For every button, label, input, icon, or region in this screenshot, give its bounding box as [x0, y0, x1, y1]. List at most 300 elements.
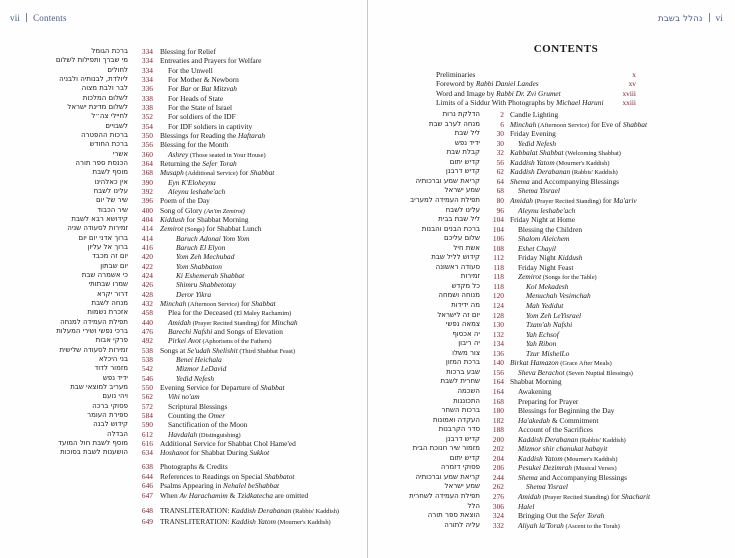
- page-number-ref: 118: [493, 281, 504, 291]
- english-title: [160, 215, 358, 224]
- page-number-ref: 368: [141, 168, 153, 178]
- page-number-ref: 262: [492, 482, 504, 492]
- hebrew-title: שבע ברכות: [446, 367, 480, 376]
- title-segment: Birkat Hamazon: [510, 358, 559, 368]
- page-number-ref: xv: [628, 79, 636, 89]
- hebrew-title: התכוננות: [453, 396, 480, 405]
- page-number-ref: 432: [141, 298, 153, 308]
- english-title: [510, 463, 735, 473]
- english-title: [510, 110, 732, 119]
- page-number-ref: 112: [493, 253, 504, 263]
- title-segment: Amidah: [510, 195, 533, 205]
- title-segment: Kaddish Yatom: [518, 453, 563, 463]
- english-title: [160, 290, 367, 299]
- hebrew-title: ברכי נפשי ושירי המעלות: [56, 326, 128, 335]
- page-number-ref: 164: [492, 386, 504, 396]
- title-segment: Shabbatot: [264, 471, 295, 481]
- title-segment: (Third Shabbat Feast): [237, 347, 296, 355]
- title-segment: (Songs): [183, 226, 205, 234]
- title-segment: Shema Yisrael: [526, 482, 568, 492]
- title-segment: Baruch El Elyon: [176, 242, 226, 252]
- hebrew-title: קידוש לליל שבת: [431, 253, 480, 262]
- hebrew-title: יה אכסוף: [452, 329, 480, 338]
- title-segment: Rabbi Dr. Zvi Grumet: [496, 88, 561, 98]
- hebrew-title: מוסף לשבת: [92, 168, 128, 177]
- english-title: [510, 186, 735, 195]
- title-segment: Shabbat: [251, 298, 276, 308]
- hebrew-title: מעריב למוצאי שבת: [70, 382, 128, 391]
- title-segment: Tzur MishelLo: [526, 348, 570, 358]
- english-title: [160, 122, 366, 131]
- title-segment: (Ascent to the Torah): [563, 522, 620, 530]
- hebrew-title: פסוקי דזמרה: [440, 463, 480, 472]
- title-segment: (Additional Service): [183, 170, 238, 178]
- title-segment: Kaddish Yatom: [510, 157, 555, 167]
- title-segment: for: [258, 317, 272, 327]
- english-title: [436, 89, 636, 98]
- title-segment: (Prayer Recited Standing): [541, 494, 609, 501]
- hebrew-title: שחרית לשבת: [440, 377, 480, 386]
- english-title: [160, 56, 358, 65]
- page-number-ref: 108: [492, 243, 504, 253]
- title-segment: When: [160, 490, 180, 500]
- page-number-ref: 130: [492, 320, 504, 330]
- title-segment: Aleynu leshabe'ach: [518, 205, 576, 215]
- title-segment: TRANSLITERATION:: [160, 516, 232, 526]
- hebrew-title: סעודה ראשונה: [435, 262, 480, 271]
- title-segment: Michael Haruni: [556, 97, 604, 107]
- hebrew-title: קדיש יתום: [449, 157, 480, 166]
- title-segment: and Accompanying Blessings: [537, 472, 628, 482]
- hebrew-title: הלל: [467, 501, 480, 510]
- hebrew-title: תפילת העמידה לשחרית: [409, 492, 480, 500]
- title-segment: and Songs of Elevation: [212, 326, 283, 336]
- english-title: [160, 178, 366, 187]
- hebrew-title: סדר הקרבנות: [438, 425, 480, 434]
- english-title: [510, 435, 735, 445]
- title-segment: Preliminaries: [436, 70, 476, 79]
- title-segment: Haftarah: [238, 130, 266, 140]
- title-segment: Blessings for Beginning the Day: [518, 406, 615, 416]
- english-title: [510, 120, 732, 130]
- english-title: [510, 511, 735, 520]
- english-title: [160, 491, 358, 500]
- title-segment: Pesukei Dezimrah: [518, 463, 572, 473]
- title-segment: Kiddush: [557, 253, 583, 263]
- english-title: [160, 327, 366, 336]
- title-segment: Benei Heichala: [176, 354, 222, 364]
- title-segment: Yom Zeh LeYisrael: [526, 310, 582, 320]
- title-segment: Yedid Nefesh: [518, 138, 557, 148]
- english-title: [510, 358, 732, 368]
- title-segment: Blessing for the Month: [160, 140, 229, 150]
- title-segment: &: [227, 490, 238, 500]
- title-segment: For soldiers of the IDF: [168, 112, 236, 122]
- title-segment: (Mourner's Kaddish): [275, 518, 331, 526]
- english-title: [160, 280, 367, 289]
- title-segment: Kaddish Derabanan: [231, 506, 292, 515]
- title-segment: Additional Service for Shabbat Chol Hame'ed: [160, 438, 296, 448]
- english-title: [160, 383, 358, 392]
- title-segment: for: [600, 195, 614, 205]
- hebrew-title: מנחה לשבת: [91, 298, 128, 307]
- title-segment: Tzam'ah Nafshi: [526, 320, 573, 330]
- title-segment: For the State of Israel: [168, 102, 233, 112]
- title-segment: Nehalel beShabbat: [223, 481, 280, 491]
- hebrew-title: כל מקדש: [451, 281, 480, 290]
- title-segment: Mizmor LeDavid: [176, 364, 227, 374]
- title-segment: For IDF soldiers in captivity: [168, 121, 253, 131]
- page-number-ref: 164: [492, 377, 504, 387]
- page-number-ref: 62: [496, 167, 504, 177]
- page-number-ref: 542: [141, 364, 153, 374]
- page-number-ref: 30: [496, 129, 504, 139]
- title-segment: Yom Shabbaton: [176, 261, 222, 271]
- title-segment: Preparing for Prayer: [518, 396, 579, 406]
- hebrew-title: שמע ישראל: [444, 186, 480, 195]
- title-segment: and Accompanying Blessings: [529, 176, 620, 186]
- title-segment: Poem of the Day: [160, 196, 210, 206]
- english-title: [436, 70, 636, 79]
- title-segment: Bar: [180, 84, 192, 94]
- english-title: [160, 481, 358, 490]
- page-number-ref: 106: [492, 234, 504, 244]
- page-number-ref: 612: [141, 429, 153, 439]
- page-number-ref: xviii: [622, 88, 636, 98]
- title-segment: Kol Mekadesh: [526, 281, 569, 291]
- right-page-header: [658, 13, 723, 24]
- title-segment: Kaddish Derabanan: [518, 434, 579, 444]
- title-segment: Shema: [518, 472, 538, 482]
- hebrew-title: הוצאת ספר תורה: [427, 511, 480, 520]
- english-title: [510, 311, 735, 320]
- hebrew-title: ספירת העומר: [87, 410, 128, 419]
- page-number-ref: 634: [141, 448, 153, 458]
- page-number-ref: 200: [492, 434, 504, 444]
- hebrew-title: ברכת הגומל: [91, 47, 128, 55]
- hebrew-title: הושענות לשבת בסוכות: [60, 448, 128, 457]
- header-divider: [709, 13, 710, 22]
- english-title: [160, 439, 358, 448]
- hebrew-title: עלינו לשבח: [445, 205, 480, 214]
- title-segment: are omitted: [272, 490, 309, 500]
- title-segment: Scriptural Blessings: [168, 401, 228, 411]
- hebrew-title: יה ריבון: [458, 339, 480, 348]
- title-segment: Eshet Chayil: [518, 243, 556, 253]
- english-title: [160, 196, 358, 205]
- hebrew-title: אשרי: [112, 149, 128, 158]
- hebrew-title: ברכת המזון: [445, 358, 480, 367]
- hebrew-title: קדיש דרבנן: [445, 434, 480, 443]
- english-title: [510, 397, 735, 406]
- title-segment: Musaph: [160, 168, 184, 178]
- page-number-ref: 338: [141, 93, 153, 103]
- page-number-ref: 334: [141, 74, 153, 84]
- english-title: [510, 215, 732, 224]
- english-title: [160, 140, 358, 149]
- page-number-ref: 390: [141, 177, 153, 187]
- hebrew-title: שיר של יום: [96, 196, 128, 205]
- title-segment: Sheva Berachot: [518, 367, 565, 377]
- title-segment: Shimru Shabbetotay: [176, 280, 236, 290]
- english-title: [160, 411, 366, 420]
- page-number-ref: 424: [141, 270, 153, 280]
- title-segment: Pirkei Avot: [168, 336, 201, 346]
- right-page: [368, 0, 735, 558]
- title-segment: Havdalah: [168, 429, 198, 439]
- title-segment: for Shabbat Morning: [184, 214, 249, 224]
- hebrew-title: השכמה: [457, 386, 480, 395]
- page-number-ref: 32: [496, 148, 504, 158]
- english-title: [160, 402, 366, 411]
- title-segment: Minchah: [160, 298, 187, 308]
- hebrew-title: הכנסת ספר תורה: [75, 158, 128, 167]
- english-title: [510, 425, 735, 434]
- title-segment: Photographs & Credits: [160, 462, 228, 471]
- page-number-ref: 360: [141, 149, 153, 159]
- page-number-ref: 647: [141, 490, 153, 500]
- page-number-ref: 392: [141, 186, 153, 196]
- english-title: [510, 139, 735, 148]
- title-segment: Sefer Torah: [569, 511, 605, 521]
- hebrew-title: הדלקת נרות: [442, 110, 480, 118]
- page-number-ref: 538: [141, 345, 153, 355]
- title-segment: Candle Lighting: [510, 110, 559, 119]
- title-segment: (Prayer Recited Standing): [191, 319, 259, 327]
- english-title: [510, 291, 735, 300]
- title-segment: Aliyah la'Torah: [518, 520, 564, 530]
- title-segment: (An'im Zemirot): [204, 207, 245, 215]
- title-segment: (Musical Verses): [571, 465, 617, 473]
- hebrew-title: מוסף לשבת חול המועד: [58, 438, 128, 447]
- english-title: [510, 330, 735, 339]
- page-number-ref: 572: [141, 401, 153, 411]
- title-segment: Account of the Sacrifices: [518, 425, 593, 435]
- title-segment: Awakening: [518, 386, 552, 396]
- page-number-ref: 338: [141, 102, 153, 112]
- title-segment: For Mother & Newborn: [168, 74, 239, 84]
- hebrew-title: שמרו שבתותי: [88, 280, 128, 289]
- english-title: [160, 271, 367, 280]
- english-title: [160, 103, 366, 112]
- english-title: [510, 253, 735, 262]
- title-segment: Yah Ribon: [526, 339, 557, 349]
- title-segment: Songs at: [160, 345, 188, 355]
- english-title: [510, 206, 735, 215]
- page-number-ref: 550: [141, 382, 153, 392]
- title-segment: for Eve of: [589, 119, 623, 129]
- english-title: [510, 368, 735, 378]
- english-title: [510, 234, 735, 243]
- page-number-ref: 492: [141, 336, 153, 346]
- english-title: [510, 444, 735, 453]
- title-segment: Blessings for Reading the: [160, 130, 239, 140]
- hebrew-title: העקדה ואמונות: [432, 415, 480, 424]
- page-number-ref: 562: [141, 392, 153, 402]
- hebrew-title: אזכרת נשמות: [87, 308, 128, 317]
- title-segment: Yedid Nefesh: [176, 373, 215, 383]
- hebrew-title: קידושא רבא לשבת: [71, 214, 128, 223]
- title-segment: For: [168, 84, 181, 94]
- hebrew-title: כי אשמרה שבת: [81, 270, 128, 279]
- running-title: Contents: [33, 13, 67, 23]
- english-title: [510, 416, 735, 425]
- hebrew-title: תפילת העמידה למעריב: [410, 195, 480, 204]
- english-title: [160, 187, 366, 196]
- hebrew-title: ויהי נועם: [102, 392, 128, 401]
- english-title: [160, 506, 358, 516]
- english-title: [160, 94, 366, 103]
- title-segment: for: [239, 298, 252, 308]
- title-segment: Kabbalat Shabbat: [510, 148, 564, 158]
- title-segment: (Welcoming Shabbat): [563, 150, 621, 158]
- hebrew-title: לשלום מדינת ישראל: [67, 102, 128, 111]
- english-title: [510, 272, 735, 282]
- page-number-ref: x: [632, 70, 636, 79]
- hebrew-title: עליה לתורה: [444, 520, 480, 529]
- title-segment: Blessing the Children: [518, 224, 583, 234]
- english-title: [510, 129, 732, 138]
- title-segment: TRANSLITERATION:: [160, 506, 232, 515]
- title-segment: Friday Evening: [510, 129, 556, 139]
- english-title: [510, 244, 735, 253]
- english-title: [510, 502, 735, 511]
- page-number-ref: 202: [492, 444, 504, 454]
- page-number-ref: 180: [492, 406, 504, 416]
- hebrew-title: ליולדת, לבנותיה ולבניה: [59, 74, 128, 83]
- hebrew-title: יום זה מכבד: [92, 252, 128, 261]
- title-segment: Psalms Appearing in: [160, 481, 224, 491]
- page-number-ref: 352: [141, 112, 153, 122]
- title-segment: Rabbi Daniel Landes: [475, 79, 539, 89]
- page-number-ref: 104: [492, 215, 504, 225]
- title-segment: Shema: [510, 176, 530, 186]
- title-segment: Deror Yikra: [176, 289, 212, 299]
- hebrew-title: הבדלה: [107, 429, 128, 438]
- page-number-ref: 120: [492, 291, 504, 301]
- hebrew-title: ברכת הבנים והבנות: [421, 224, 480, 233]
- hebrew-title: ברוך אדני יום יום: [78, 233, 128, 242]
- english-title: [510, 349, 735, 358]
- title-segment: Vihi no'am: [168, 392, 200, 402]
- page-number-ref: 132: [492, 329, 504, 339]
- title-segment: (Distinguishing): [197, 431, 241, 439]
- title-segment: Minchah: [510, 119, 537, 129]
- hebrew-title: מנוחה ושמחה: [438, 291, 480, 300]
- title-segment: Amidah: [168, 317, 191, 327]
- english-title: [510, 263, 735, 272]
- hebrew-title: יום שבתון: [100, 261, 128, 270]
- title-segment: Evening Service for Departure of: [160, 382, 261, 392]
- title-segment: Minchah: [271, 317, 298, 327]
- title-segment: for: [608, 492, 622, 501]
- page-number-ref: 80: [496, 195, 504, 205]
- english-title: [160, 374, 367, 383]
- page-number-ref: 96: [496, 205, 504, 215]
- page-number-ref: 440: [141, 317, 153, 327]
- english-title: [160, 472, 358, 481]
- page-number: vi: [715, 13, 723, 23]
- hebrew-title: זמירות לסעודה שניה: [67, 224, 128, 233]
- hebrew-title: שיר הכבוד: [97, 205, 128, 214]
- title-segment: for: [237, 168, 251, 178]
- title-segment: Friday Night at Home: [510, 215, 576, 225]
- english-title: [510, 482, 735, 491]
- hebrew-title: מה ידידות: [451, 301, 480, 309]
- english-title: [160, 355, 367, 364]
- hebrew-title: לחולים: [107, 65, 128, 74]
- english-title: [160, 462, 358, 471]
- hebrew-title: לבר ולבת מצוה: [81, 84, 128, 93]
- title-segment: For the Unwell: [168, 65, 213, 75]
- page-number-ref: 306: [492, 501, 504, 511]
- hebrew-title: אין כאלהינו: [94, 177, 128, 186]
- page-number-ref: 458: [141, 308, 153, 318]
- title-segment: Av Harachamim: [179, 490, 228, 500]
- page-number-ref: 6: [500, 119, 504, 129]
- title-segment: Counting the: [168, 410, 209, 420]
- hebrew-title: יום זה לישראל: [437, 310, 480, 319]
- hebrew-title: שלום עליכם: [444, 234, 480, 243]
- hebrew-title: צמאה נפשי: [445, 320, 480, 329]
- english-title: [510, 196, 732, 206]
- title-segment: (El Maley Rachamim): [234, 310, 292, 318]
- title-segment: (Mourner's Kaddish): [562, 455, 618, 463]
- title-segment: Baruch Adonai Yom Yom: [176, 233, 250, 243]
- title-segment: Amidah: [518, 492, 541, 501]
- title-segment: (Aphorisms of the Fathers): [200, 338, 272, 346]
- page-number-ref: 364: [141, 158, 153, 168]
- page-number-ref: 400: [141, 205, 153, 215]
- title-segment: Ma'ariv: [613, 195, 637, 205]
- english-title: [510, 177, 732, 186]
- title-segment: Sefer Torah: [202, 158, 237, 168]
- page-number-ref: 140: [492, 358, 504, 368]
- hebrew-title: ברכות השחר: [441, 406, 480, 415]
- english-title: [510, 225, 735, 234]
- page-number-ref: 276: [492, 492, 504, 501]
- title-segment: (Mourner's Kaddish): [554, 159, 610, 167]
- running-title-hebrew: נהלל בשבת: [658, 14, 703, 24]
- english-title: [510, 377, 732, 386]
- title-segment: Kiddush: [160, 214, 185, 224]
- english-title: [160, 47, 358, 56]
- page-number-ref: 56: [496, 157, 504, 167]
- english-title: [436, 98, 636, 107]
- english-title: [510, 148, 732, 158]
- hebrew-title: מנחה לערב שבת: [428, 119, 480, 128]
- hebrew-title: קדיש דרבנן: [445, 167, 480, 176]
- page-number-ref: 188: [492, 425, 504, 435]
- title-segment: Ashrey: [168, 149, 189, 159]
- hebrew-title: ברכות ההפטרה: [80, 130, 128, 139]
- title-segment: Sanctification of the Moon: [168, 420, 248, 430]
- title-segment: (Seven Nuptial Blessings): [564, 369, 633, 377]
- page-number-ref: 118: [493, 272, 504, 282]
- title-segment: (Afternoon Service): [186, 300, 240, 308]
- title-segment: Bringing Out the: [518, 511, 570, 521]
- english-title: [436, 79, 636, 88]
- title-segment: Kaddish Yatom: [231, 516, 276, 526]
- page-number-ref: 414: [141, 233, 153, 243]
- left-page: [0, 0, 367, 558]
- english-title: [510, 473, 735, 482]
- english-title: [160, 112, 366, 121]
- title-segment: Bat Mitzvah: [201, 84, 237, 94]
- english-title: [160, 75, 366, 84]
- english-title: [160, 364, 367, 373]
- page-number-ref: 616: [141, 438, 153, 448]
